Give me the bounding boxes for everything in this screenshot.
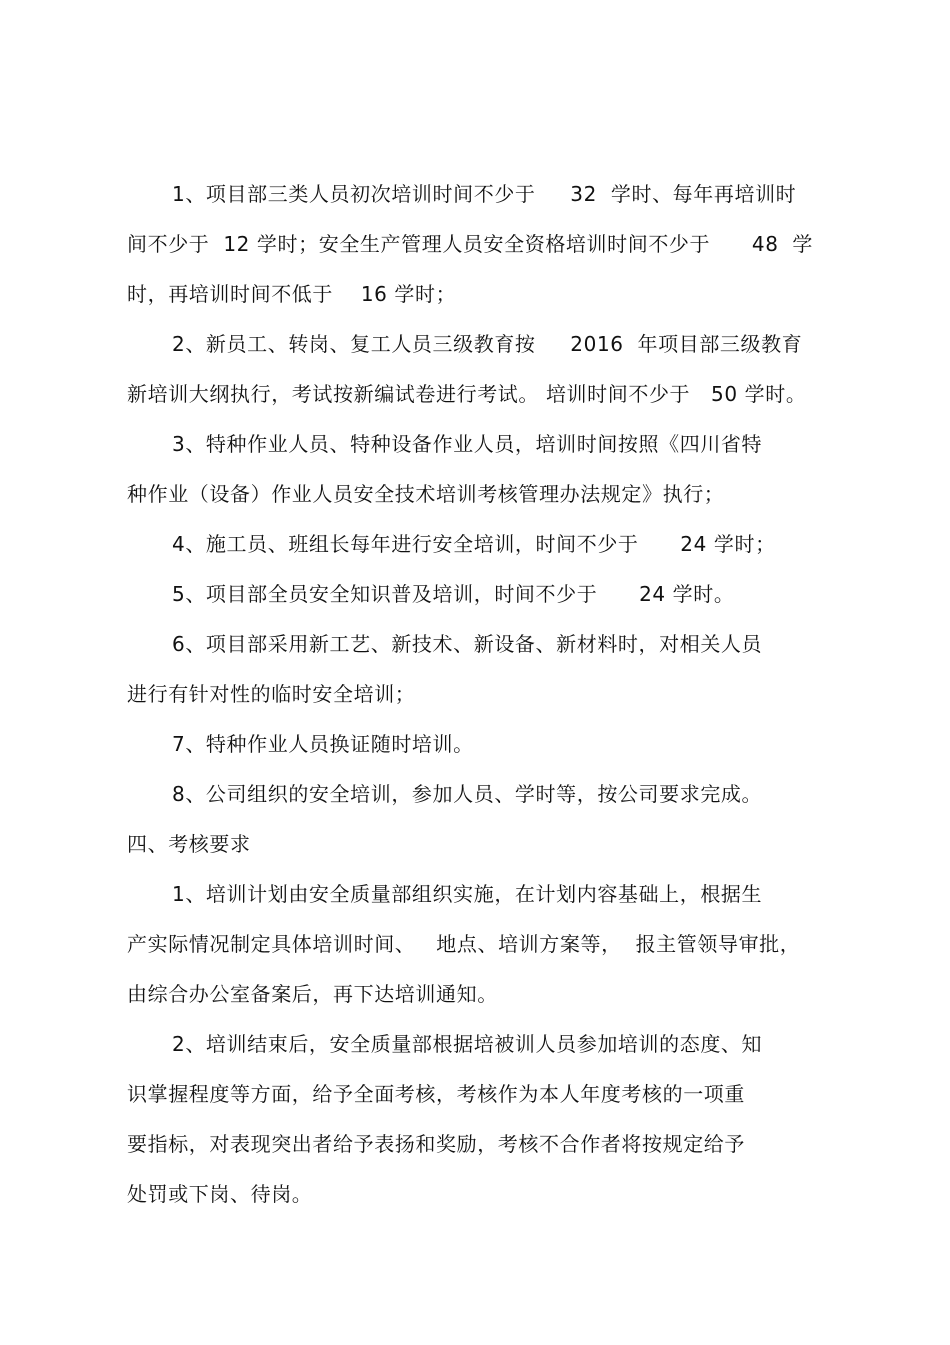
text-line: 要指标，对表现突出者给予表扬和奖励，考核不合作者将按规定给予 <box>127 1132 745 1156</box>
text-line: 进行有针对性的临时安全培训； <box>127 682 416 706</box>
text-line: 1、项目部三类人员初次培训时间不少于 32 学时、每年再培训时 <box>172 182 797 206</box>
text-line: 7、特种作业人员换证随时培训。 <box>172 732 474 756</box>
text-line: 6、项目部采用新工艺、新技术、新设备、新材料时，对相关人员 <box>172 632 763 656</box>
section-heading: 四、考核要求 <box>127 832 251 856</box>
text-line: 5、项目部全员安全知识普及培训，时间不少于 24 学时。 <box>172 582 735 606</box>
text-line: 处罚或下岗、待岗。 <box>127 1182 313 1206</box>
text-line: 2、新员工、转岗、复工人员三级教育按 2016 年项目部三级教育 <box>172 332 803 356</box>
text-line: 间不少于 12 学时；安全生产管理人员安全资格培训时间不少于 48 学 <box>127 232 814 256</box>
text-line: 1、培训计划由安全质量部组织实施，在计划内容基础上，根据生 <box>172 882 763 906</box>
text-line: 由综合办公室备案后，再下达培训通知。 <box>127 982 498 1006</box>
text-line: 2、培训结束后，安全质量部根据培被训人员参加培训的态度、知 <box>172 1032 763 1056</box>
text-line: 4、施工员、班组长每年进行安全培训，时间不少于 24 学时； <box>172 532 776 556</box>
text-line: 3、特种作业人员、特种设备作业人员，培训时间按照《四川省特 <box>172 432 763 456</box>
text-line: 识掌握程度等方面，给予全面考核，考核作为本人年度考核的一项重 <box>127 1082 745 1106</box>
text-line: 8、公司组织的安全培训，参加人员、学时等，按公司要求完成。 <box>172 782 763 806</box>
text-line: 种作业（设备）作业人员安全技术培训考核管理办法规定》执行； <box>127 482 725 506</box>
text-line: 新培训大纲执行，考试按新编试卷进行考试。 培训时间不少于 50 学时。 <box>127 382 807 406</box>
text-line: 产实际情况制定具体培训时间、 地点、培训方案等， 报主管领导审批， <box>127 932 801 956</box>
text-line: 时，再培训时间不低于 16 学时； <box>127 282 457 306</box>
